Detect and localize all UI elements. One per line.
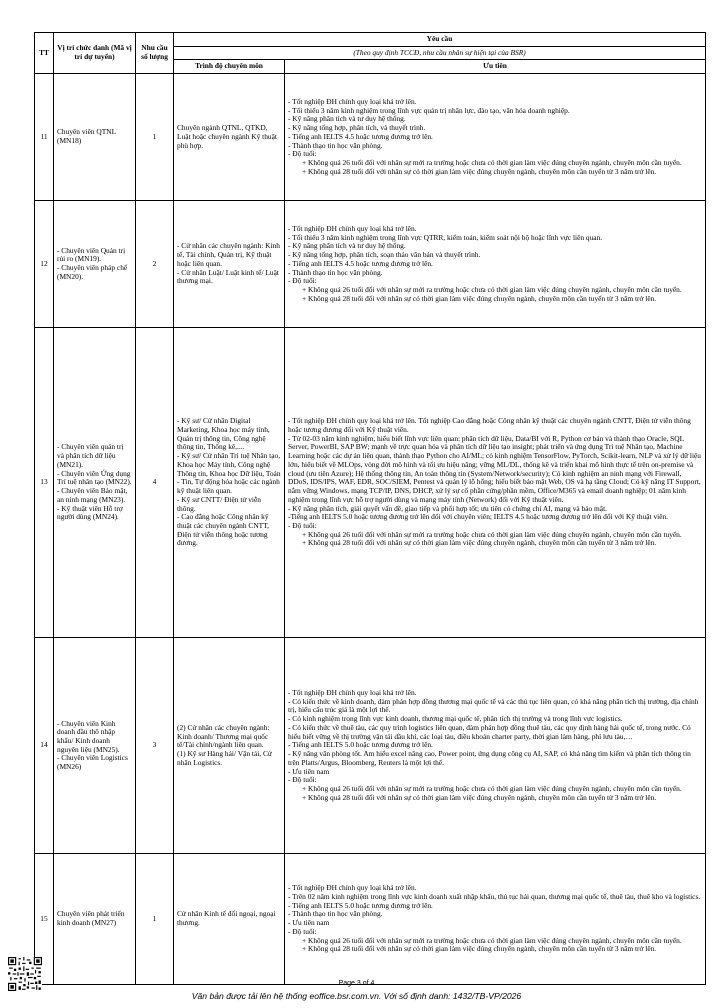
age-condition-line: + Không quá 26 tuổi đối với nhân sự mới ra trường hoặc chưa có thời gian làm việc đúng chuyên ngành, chuyên môn cần tuyển.: [302, 285, 682, 295]
requirements-subtitle: (Theo quy định TCCĐ, nhu cầu nhân sự hiện tại của BSR): [174, 46, 706, 60]
quantity-cell: 4: [136, 328, 174, 638]
col-education-header: Trình độ chuyên môn: [174, 60, 285, 74]
education-cell: Cử nhân Kinh tế đối ngoại, ngoại thương.: [174, 854, 285, 985]
priority-line: - Độ tuổi:: [288, 926, 317, 936]
priority-line: - Tốt nghiệp ĐH chính quy loại khá trở lên.: [288, 883, 417, 893]
quantity-cell: 2: [136, 201, 174, 328]
priority-line: - Có kiến thức về kinh doanh, đàm phán hợp đồng thương mại quốc tế và các thủ tục liên quan, có khả năng phân tích thị trường, địa chính trị, hiểu cấu trúc giá là một lợi thế.: [288, 696, 699, 715]
priority-line: - Tốt nghiệp ĐH chính quy loại khá trở lên. Tốt nghiệp Cao đẳng hoặc Công nhân kỹ thuật các chuyên ngành CNTT, Điện tử viễn thông hoặc tương đương đối với Kỹ thuật viên.: [288, 416, 691, 434]
document-id-note: Văn bản được tải lên hệ thống eoffice.bsr.com.vn. Với số định danh: 1432/TB-VP/2026: [191, 991, 522, 1001]
priority-cell: [285, 328, 706, 638]
row-number: 14: [35, 638, 54, 854]
priority-cell: [285, 854, 706, 985]
priority-line: -Tiếng anh IELTS 5.0 hoặc tương đương trở lên đối với chuyên viên; IELTS 4.5 hoặc tương đương trở lên đối với Kỹ thuật viên.: [288, 512, 669, 522]
priority-line: - Trên 02 năm kinh nghiệm trong lĩnh vực kinh doanh xuất nhập khẩu, thủ tục hải quan, thương mại quốc tế, thuê tàu, thuê kho và logistics.: [288, 892, 701, 901]
col-priority-header: Ưu tiên: [285, 60, 706, 74]
age-condition-line: + Không quá 26 tuổi đối với nhân sự mới ra trường hoặc chưa có thời gian làm việc đúng chuyên ngành, chuyên môn cần tuyển.: [302, 935, 682, 945]
age-condition-line: + Không quá 28 tuổi đối với nhân sự có thời gian làm việc đúng chuyên ngành, chuyên môn cần tuyển từ 3 năm trở lên.: [302, 944, 657, 954]
education-cell: - Cử nhân các chuyên ngành: Kinh tế, Tài chính, Quản trị, Kỹ thuật hoặc liên quan. - Cử nhân Luật/ Luật kinh tế/ Luật thương mại.: [174, 201, 285, 328]
age-condition-line: + Không quá 28 tuổi đối với nhân sự có thời gian làm việc đúng chuyên ngành, chuyên môn cần tuyển từ 3 năm trở lên.: [302, 792, 657, 802]
priority-line: - Tiếng anh IELTS 4.5 hoặc tương đương trở lên.: [288, 258, 433, 268]
priority-line: - Thành thạo tin học văn phòng.: [288, 267, 383, 277]
priority-cell: [285, 74, 706, 201]
col-position-header: Vị trí chức danh (Mã vị trí dự tuyển): [54, 33, 136, 74]
priority-line: - Tối thiểu 3 năm kinh nghiệm trong lĩnh vực quản trị nhân lực, đào tạo, văn hóa doanh nghiệp.: [288, 105, 570, 115]
priority-line: - Kỹ năng văn phòng tốt. Am hiểu excel nâng cao, Power point, ứng dụng công cụ AI, SAP, có khả năng tìm kiếm và phân tích thông tin trên Platts/Argus, Bloomberg, Reuters là một lợi thế.: [288, 749, 691, 767]
position-cell: - Chuyên viên quản trị và phân tích dữ liệu (MN21). - Chuyên viên Ứng dụng Trí tuệ nhân tạo (MN22). - Chuyên viên Bảo mật, an ninh mạng (MN23). - Kỹ thuật viên Hỗ trợ người dùng (MN24).: [54, 328, 136, 638]
page-number: Page 3 of 4: [338, 980, 375, 987]
quantity-cell: 3: [136, 638, 174, 854]
age-condition-line: + Không quá 26 tuổi đối với nhân sự mới ra trường hoặc chưa có thời gian làm việc đúng chuyên ngành, chuyên môn cần tuyển.: [302, 529, 682, 539]
quantity-cell: 1: [136, 854, 174, 985]
priority-line: - Ưu tiên nam: [288, 918, 330, 928]
priority-line: - Kỹ năng phân tích và tư duy hệ thống.: [288, 114, 406, 124]
age-condition-line: + Không quá 28 tuổi đối với nhân sự có thời gian làm việc đúng chuyên ngành, chuyên môn cần tuyển từ 3 năm trở lên.: [302, 538, 657, 548]
col-tt-header: TT: [35, 33, 54, 74]
priority-line: - Có kiến thức về thuê tàu, các quy trình logistics liên quan, đàm phán hợp đồng thuê tàu, các quy định hàng hải quốc tế, trong nước. Có hiểu biết vững về thị trường vận tải dầu khí, các loại tàu, điều khoản charter party, thời gian làm hàng, phí lưu tàu,…: [288, 722, 691, 741]
priority-cell: [285, 201, 706, 328]
priority-line: - Có kinh nghiệm trong lĩnh vực kinh doanh, thương mại quốc tế, phân tích thị trường và trong lĩnh vực logistics.: [288, 714, 623, 724]
priority-line: - Tốt nghiệp ĐH chính quy loại khá trở lên.: [288, 96, 417, 106]
priority-line: - Tốt nghiệp ĐH chính quy loại khá trở lên.: [288, 223, 417, 233]
priority-cell: [285, 638, 706, 854]
recruitment-table: [34, 32, 706, 985]
education-cell: Chuyên ngành QTNL, QTKD, Luật hoặc chuyên ngành Kỹ thuật phù hợp.: [174, 74, 285, 201]
education-cell: - Kỹ sư/ Cử nhân Digital Marketing, Khoa học máy tính, Quản trị thông tin, Công nghệ thông tin, Thống kê,.... - Kỹ sư/ Cử nhân Trí tuệ Nhân tạo, Khoa học Máy tính, Công nghệ Thông tin, Khoa học Dữ liệu, Toán - Tin, Tự động hóa hoặc các ngành kỹ thuật liên quan. - Kỹ sư CNTT/ Điện tử viễn thông. - Cao đẳng hoặc Công nhân kỹ thuật các chuyên ngành CNTT, Điện tử viễn thông hoặc tương đương.: [174, 328, 285, 638]
priority-line: - Kỹ năng phân tích và tư duy hệ thống.: [288, 241, 406, 251]
position-cell: Chuyên viên phát triển kinh doanh (MN27): [54, 854, 136, 985]
age-condition-line: + Không quá 28 tuổi đối với nhân sự có thời gian làm việc đúng chuyên ngành, chuyên môn cần tuyển từ 3 năm trở lên.: [302, 293, 657, 303]
age-condition-line: + Không quá 26 tuổi đối với nhân sự mới ra trường hoặc chưa có thời gian làm việc đúng chuyên ngành, chuyên môn cần tuyển.: [302, 158, 682, 168]
priority-line: - Kỹ năng tổng hợp, phân tích, và thuyết trình.: [288, 123, 426, 133]
priority-line: - Độ tuổi:: [288, 775, 317, 785]
priority-line: - Ưu tiên nam: [288, 766, 330, 776]
row-number: 15: [35, 854, 54, 985]
position-cell: Chuyên viên QTNL (MN18): [54, 74, 136, 201]
table-row: [35, 638, 706, 854]
priority-line: - Kỹ năng tổng hợp, phân tích, soạn thảo văn bản và thuyết trình.: [288, 250, 481, 260]
priority-line: - Tiếng anh IELTS 4.5 hoặc tương đương trở lên.: [288, 131, 433, 141]
table-row: [35, 854, 706, 985]
age-condition-line: + Không quá 26 tuổi đối với nhân sự mới ra trường hoặc chưa có thời gian làm việc đúng chuyên ngành, chuyên môn cần tuyển.: [302, 784, 682, 793]
quantity-cell: 1: [136, 74, 174, 201]
priority-line: - Tối thiểu 3 năm kinh nghiệm trong lĩnh vực QTRR, kiểm toán, kiểm soát nội bộ hoặc lĩnh vực liên quan.: [288, 232, 603, 242]
col-qty-header: Nhu cầu số lượng: [136, 33, 174, 74]
header-row-1: [35, 33, 706, 47]
priority-line: - Từ 02-03 năm kinh nghiệm, hiểu biết lĩnh vực liên quan: phân tích dữ liệu, Data/BI với R, Python cơ bản và thành thạo Oracle, SQL Server, PowerBI, SAP BW; mạnh về trực quan hóa và phân tích dữ liệu tạo insight; phát triển và ứng dụng Trí tuệ Nhân tạo, Machine Learning hoặc các dự án liên quan, thành thạo Python cho AI/ML; có kinh nghiệm TensorFlow, PyTorch, Scikit-learn, NLP và xử lý dữ liệu lớn, hiểu biết về MLOps, vòng đời mô hình và tối ưu hiệu năng; vững ML/DL, thống kê và triển khai mô hình thực tế trên on-premise và cloud (ưu tiên Azure); Hệ thống thông tin, An toàn thông tin (System/Network/security); Có kinh nghiệm an ninh mạng với Firewall, DDoS, IDS/IPS, WAF, EDR, SOC/SIEM, Pentest và quản lý lỗ hổng; hiểu biết bảo mật Web, OS và hạ tầng Cloud; Có kỹ năng IT Support, nắm vững Windows, mạng TCP/IP, DNS, DHCP, xử lý sự cố phần cứng/phần mềm, Office/M365 và email doanh nghiệp; 01 năm kinh nghiệm trong lĩnh vực hỗ trợ người dùng và mạng máy tính (Network) đối với Kỹ thuật viên.: [288, 433, 702, 504]
col-requirements-header: Yêu cầu: [174, 33, 706, 47]
priority-line: - Tiếng anh IELTS 5.0 hoặc tương đương trở lên.: [288, 900, 433, 910]
position-cell: - Chuyên viên Quản trị rủi ro (MN19). - Chuyên viên pháp chế (MN20).: [54, 201, 136, 328]
age-condition-line: + Không quá 28 tuổi đối với nhân sự có thời gian làm việc đúng chuyên ngành, chuyên môn cần tuyển từ 3 năm trở lên.: [302, 166, 657, 176]
priority-line: - Kỹ năng phân tích, giải quyết vấn đề, giao tiếp và phối hợp tốt; ưu tiên có chứng chỉ AI, mạng và bảo mật.: [288, 503, 607, 513]
table-row: [35, 201, 706, 328]
priority-line: - Tiếng anh IELTS 5.0 hoặc tương đương trở lên.: [288, 740, 433, 750]
priority-line: - Thành thạo tin học văn phòng.: [288, 140, 383, 150]
priority-line: - Thành thạo tin học văn phòng.: [288, 909, 383, 919]
row-number: 12: [35, 201, 54, 328]
priority-line: - Độ tuổi:: [288, 276, 317, 286]
priority-line: - Tốt nghiệp ĐH chính quy loại khá trở lên.: [288, 687, 417, 697]
table-row: [35, 328, 706, 638]
education-cell: (2) Cử nhân các chuyên ngành: Kinh doanh/ Thương mại quốc tế/Tài chính/ngành liên quan. (1) Kỹ sư Hàng hải/ Vận tải, Cử nhân Logistics.: [174, 638, 285, 854]
row-number: 13: [35, 328, 54, 638]
priority-line: - Độ tuổi:: [288, 149, 317, 159]
position-cell: - Chuyên viên Kinh doanh đầu thô nhập khẩu/ Kinh doanh nguyên liệu (MN25). - Chuyên viên Logistics (MN26): [54, 638, 136, 854]
priority-line: - Độ tuổi:: [288, 521, 317, 530]
table-row: [35, 74, 706, 201]
row-number: 11: [35, 74, 54, 201]
